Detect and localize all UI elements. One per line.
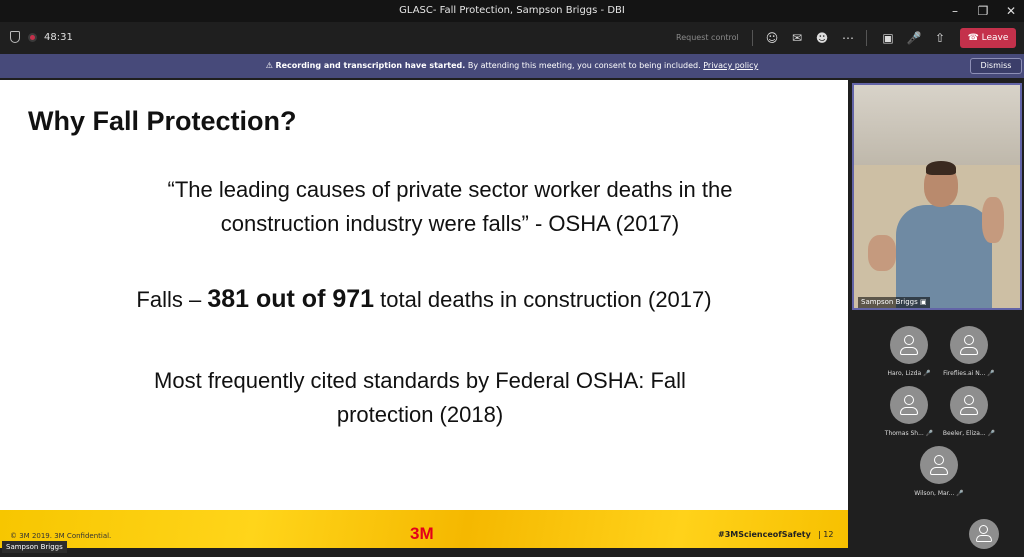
avatar — [969, 519, 999, 549]
video-person-hair — [926, 161, 956, 175]
presenter-video[interactable] — [852, 83, 1022, 310]
cited-line-1: Most frequently cited standards by Federal OSHA: Fall — [154, 368, 686, 393]
participant-tile[interactable] — [907, 446, 971, 497]
video-person-hand — [868, 235, 896, 271]
restore-icon[interactable]: ❐ — [977, 4, 989, 18]
leave-label: Leave — [981, 33, 1009, 43]
toolbar-divider — [752, 30, 753, 46]
minimize-icon[interactable]: – — [952, 4, 958, 18]
mic-off-icon: 🎤 — [956, 490, 964, 497]
slide-quote — [60, 173, 840, 241]
participants-icon[interactable]: ☺ — [765, 31, 779, 45]
banner-message — [0, 61, 1024, 70]
avatar — [890, 386, 928, 424]
mic-off-icon: 🎤 — [925, 430, 934, 437]
participant-name: Wilson, Mar... — [914, 490, 955, 497]
participant-tile[interactable] — [877, 386, 941, 437]
close-icon[interactable]: ✕ — [1005, 4, 1017, 18]
request-control-button[interactable]: Request control — [676, 33, 739, 42]
cited-line-2: protection (2018) — [336, 402, 504, 427]
mic-off-icon[interactable]: 🎤 — [906, 31, 922, 45]
presenter-name-chip: Sampson Briggs — [2, 541, 67, 553]
title-bar — [0, 0, 1024, 22]
video-person-hand — [982, 197, 1004, 243]
shared-slide — [0, 80, 848, 548]
banner-bold-text: Recording and transcription have started. — [275, 61, 466, 70]
slide-footer — [0, 510, 848, 548]
reactions-icon[interactable]: ☻ — [815, 31, 829, 45]
participant-name: Fireflies.ai N... — [943, 370, 986, 377]
footer-hashtag: #3MScienceofSafety — [718, 530, 811, 539]
slide-title: Why Fall Protection? — [28, 106, 297, 136]
participant-name: Beeler, Eliza... — [942, 430, 986, 437]
avatar — [920, 446, 958, 484]
avatar — [950, 326, 988, 364]
participant-name: Thomas Sh... — [884, 430, 924, 437]
shield-icon — [10, 31, 20, 43]
quote-line-1: “The leading causes of private sector worker deaths in the — [167, 177, 733, 202]
pin-icon: ▣ — [919, 298, 927, 306]
video-person-body — [896, 205, 992, 310]
mic-off-icon: 🎤 — [987, 430, 996, 437]
participant-name: Haro, Lizda — [887, 370, 922, 377]
chat-icon[interactable]: ✉ — [791, 31, 803, 45]
dismiss-button[interactable]: Dismiss — [970, 58, 1022, 74]
participant-tile[interactable] — [937, 386, 1001, 437]
leave-button[interactable]: ☎ Leave — [960, 28, 1016, 48]
toolbar-divider — [866, 30, 867, 46]
video-name: Sampson Briggs — [861, 298, 918, 306]
avatar — [890, 326, 928, 364]
video-name-label — [858, 297, 930, 308]
mic-off-icon: 🎤 — [987, 370, 995, 377]
recording-banner — [0, 54, 1024, 78]
recording-icon — [28, 33, 37, 42]
privacy-policy-link[interactable]: Privacy policy — [703, 61, 759, 70]
quote-line-2: construction industry were falls” - OSHA (2017) — [220, 211, 680, 236]
participants-panel — [848, 80, 1024, 557]
video-ceiling — [854, 85, 1020, 165]
camera-off-icon[interactable]: ▣ — [882, 31, 894, 45]
banner-text: By attending this meeting, you consent to being included. — [467, 61, 701, 70]
window-title: GLASC- Fall Protection, Sampson Briggs - DBI — [399, 5, 625, 16]
participant-tile[interactable] — [937, 326, 1001, 377]
mic-off-icon: 🎤 — [923, 370, 931, 377]
stat-bold: 381 out of 971 — [207, 285, 375, 313]
stat-suffix: total deaths in construction (2017) — [374, 287, 712, 312]
slide-stat — [0, 285, 848, 314]
share-icon[interactable]: ⇧ — [934, 31, 946, 45]
meeting-timer: 48:31 — [44, 32, 73, 43]
self-avatar-tile[interactable] — [952, 519, 1016, 549]
participant-tile[interactable] — [877, 326, 941, 377]
stat-prefix: Falls – — [136, 287, 208, 312]
footer-page-number: | 12 — [818, 530, 834, 539]
3m-logo: 3M — [410, 524, 434, 543]
footer-copyright: © 3M 2019. 3M Confidential. — [10, 532, 112, 540]
avatar — [950, 386, 988, 424]
slide-cited — [80, 364, 760, 432]
meeting-toolbar — [0, 22, 1024, 54]
more-options-icon[interactable]: ⋯ — [842, 31, 854, 45]
warning-icon: ⚠ — [265, 61, 273, 70]
